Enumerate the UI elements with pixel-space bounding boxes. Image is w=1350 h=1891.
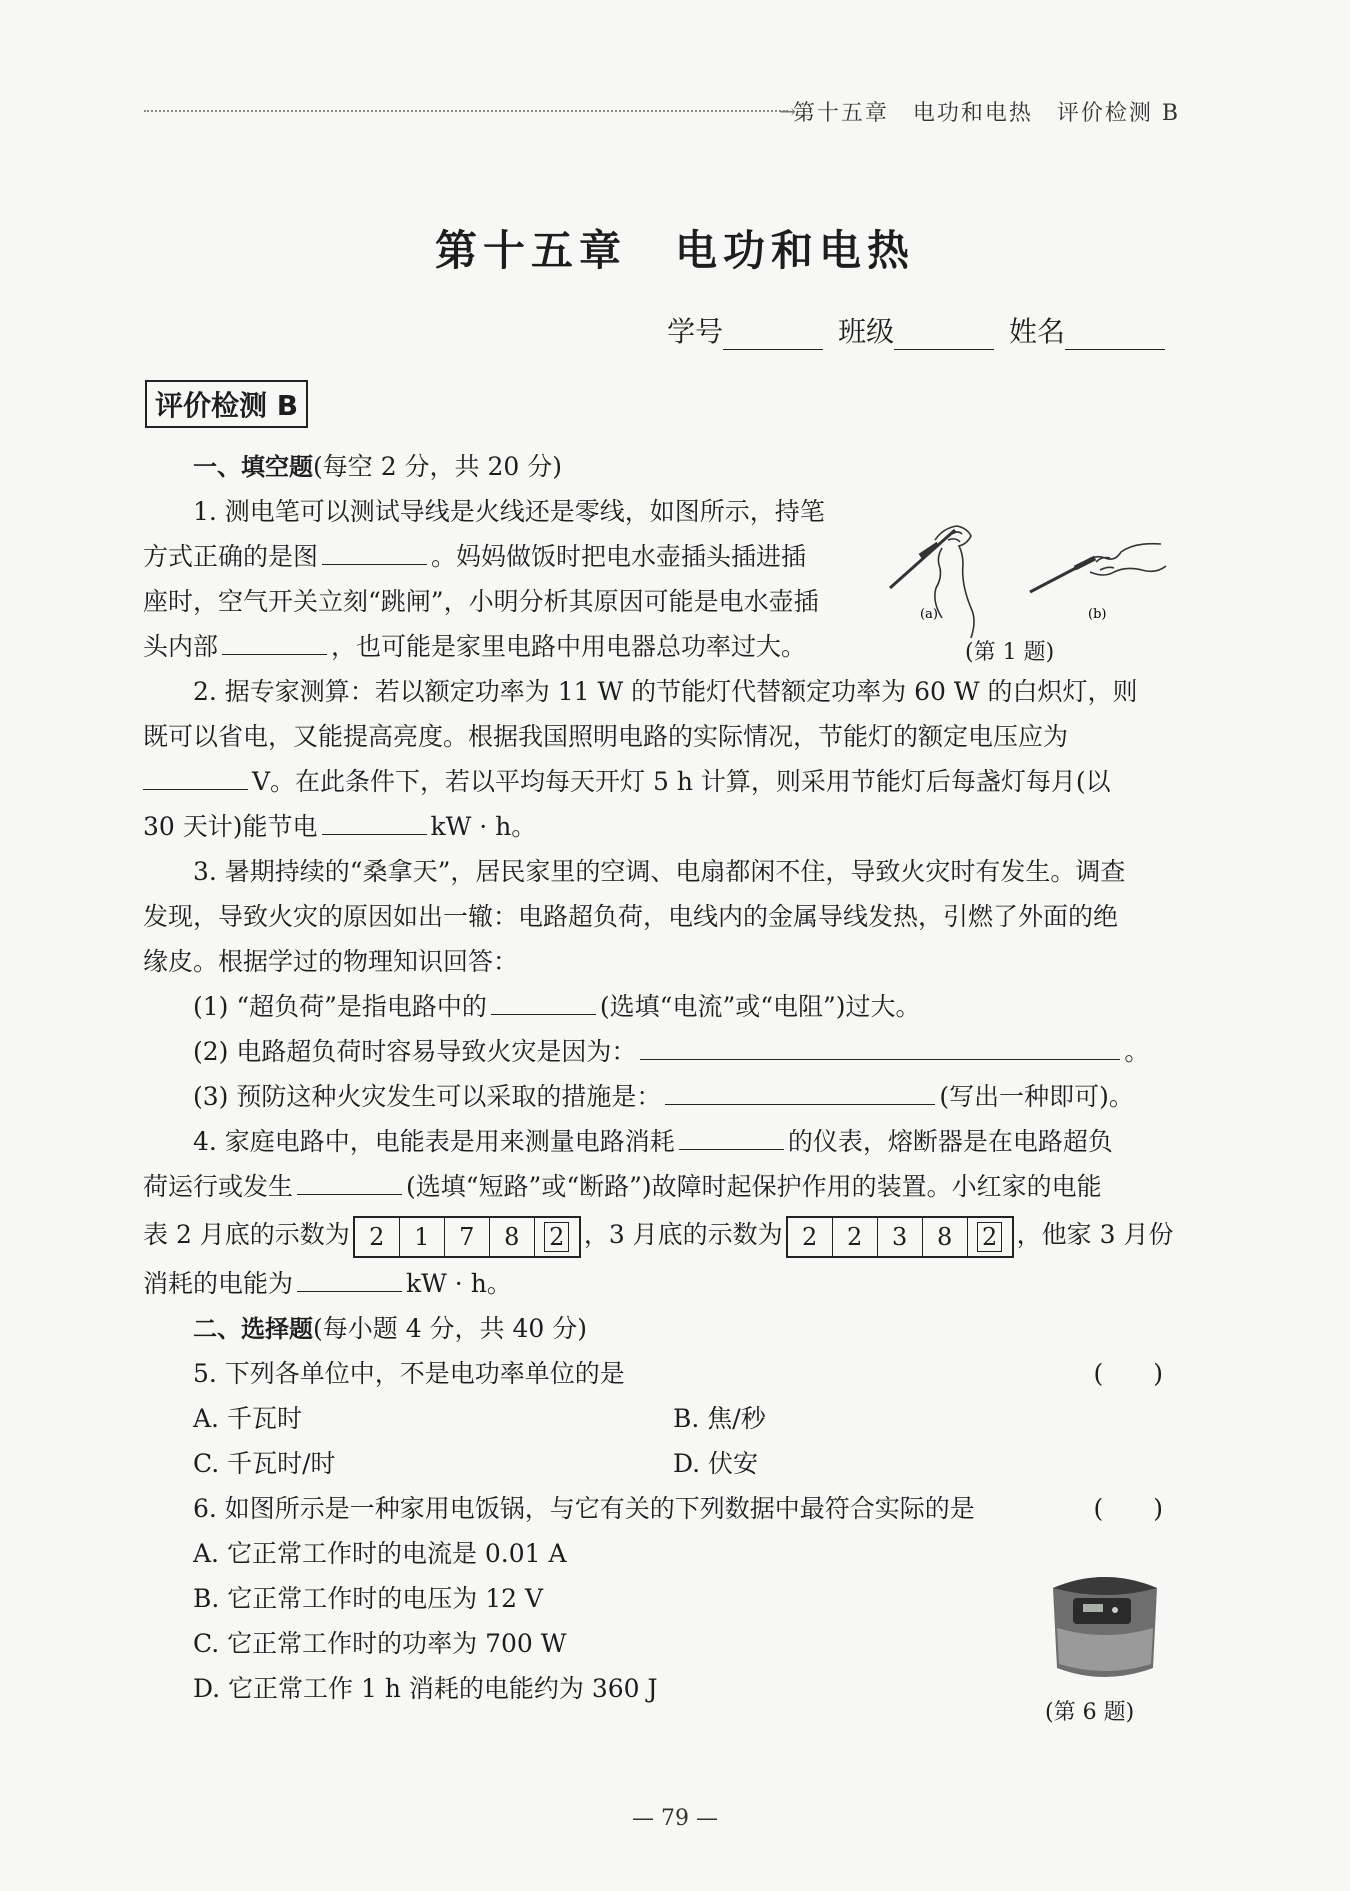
- q2-line3: [143, 759, 1163, 804]
- q3-blank-2[interactable]: [640, 1029, 1120, 1060]
- q5-option-a[interactable]: A. 千瓦时: [193, 1404, 302, 1433]
- q4-blank-1[interactable]: [679, 1119, 784, 1150]
- q4-text-a: 4. 家庭电路中，电能表是用来测量电路消耗: [193, 1127, 675, 1156]
- figure6-caption: (第 6 题): [1045, 1700, 1135, 1725]
- q3-sub3-text-a: (3) 预防这种火灾发生可以采取的措施是：: [193, 1082, 662, 1111]
- q5-stem-line: [143, 1351, 1163, 1396]
- q1-text-b: 。妈妈做饭时把电水壶插头插进插: [431, 542, 807, 571]
- name-blank[interactable]: [1065, 323, 1165, 350]
- q4-blank-2[interactable]: [297, 1164, 402, 1195]
- q6-option-b[interactable]: B. 它正常工作时的电压为 12 V: [193, 1584, 544, 1613]
- q4-text-b: 的仪表，熔断器是在电路超负: [787, 1127, 1113, 1156]
- meter-digit: 7: [445, 1218, 490, 1256]
- q5-answer-paren[interactable]: ( ): [1093, 1359, 1163, 1388]
- meter-digit: 2: [355, 1218, 400, 1256]
- page-number: — 79 —: [632, 1806, 718, 1831]
- meter-digit: 8: [490, 1218, 535, 1256]
- test-pen-hand-b-icon: [1030, 544, 1166, 592]
- q2-blank-2[interactable]: [322, 804, 427, 835]
- q4-line1: [143, 1119, 1163, 1164]
- meter-mar: [786, 1216, 1014, 1258]
- q3-sub3: [143, 1074, 1163, 1119]
- running-header: [144, 96, 1180, 126]
- q5-option-d[interactable]: D. 伏安: [673, 1449, 759, 1478]
- q1-text-c: 头内部: [143, 632, 219, 661]
- meter-decimal-digit: 2: [544, 1222, 569, 1252]
- q3-sub3-text-b: (写出一种即可)。: [939, 1082, 1134, 1111]
- q2-line4: [143, 804, 1163, 849]
- section-title-box: 评价检测 B: [145, 380, 308, 428]
- q6-stem-line: [143, 1486, 1163, 1531]
- q6-option-b-row: [143, 1576, 1163, 1621]
- part1-heading: [143, 444, 1163, 489]
- student-id-label: 学号: [667, 315, 724, 348]
- meter-digit: 2: [833, 1218, 878, 1256]
- meter-digit: 1: [400, 1218, 445, 1256]
- q1-line3: 座时，空气开关立刻“跳闸”，小明分析其原因可能是电水壶插: [143, 587, 819, 616]
- q4-text-e: 表 2 月底的示数为: [143, 1220, 350, 1249]
- q1-text-d: ，也可能是家里电路中用电器总功率过大。: [331, 632, 807, 661]
- figure1-caption: (第 1 题): [965, 640, 1055, 665]
- meter-feb: [353, 1216, 581, 1258]
- meter-decimal-cell: [968, 1218, 1012, 1256]
- chapter-title: 第十五章 电功和电热: [434, 226, 915, 275]
- class-blank[interactable]: [894, 323, 994, 350]
- q5-options-ab: [143, 1396, 1163, 1441]
- q4-text-c: 荷运行或发生: [143, 1172, 294, 1201]
- q3-sub1-text-a: (1) “超负荷”是指电路中的: [193, 992, 487, 1021]
- figure-label-a: (a): [920, 607, 938, 622]
- q4-text-i: kW · h。: [406, 1269, 512, 1298]
- student-id-blank[interactable]: [723, 323, 823, 350]
- q4-line3: [143, 1209, 1174, 1261]
- q6-option-d[interactable]: D. 它正常工作 1 h 消耗的电能约为 360 J: [193, 1674, 658, 1703]
- q6-stem: 6. 如图所示是一种家用电饭锅，与它有关的下列数据中最符合实际的是: [193, 1494, 975, 1523]
- q2-text-b: 30 天计)能节电: [143, 812, 318, 841]
- q3-sub2-text-a: (2) 电路超负荷时容易导致火灾是因为：: [193, 1037, 637, 1066]
- q2-blank-1[interactable]: [143, 759, 248, 790]
- rice-cooker-icon: [1053, 1577, 1157, 1677]
- q2-text-c: kW · h。: [430, 812, 537, 841]
- q4-line4: [143, 1261, 1163, 1306]
- q6-option-a-row: [143, 1531, 1163, 1576]
- q4-text-f: ，3 月底的示数为: [583, 1220, 783, 1249]
- student-info: [661, 310, 1165, 350]
- meter-digit: 2: [788, 1218, 833, 1256]
- q2-line1: 2. 据专家测算：若以额定功率为 11 W 的节能灯代替额定功率为 60 W 的白炽灯，则: [193, 677, 1138, 706]
- q6-option-d-row: [143, 1666, 1163, 1711]
- part2-heading-text: 二、选择题: [193, 1315, 313, 1343]
- arrow-icon: →: [779, 99, 796, 123]
- part1-heading-text: 一、填空题: [193, 453, 313, 481]
- q4-text-d: (选填“短路”或“断路”)故障时起保护作用的装置。小红家的电能: [406, 1172, 1102, 1201]
- q3-line3: 缘皮。根据学过的物理知识回答：: [143, 947, 519, 976]
- q6-option-c[interactable]: C. 它正常工作时的功率为 700 W: [193, 1629, 567, 1658]
- q3-line2: 发现，导致火灾的原因如出一辙：电路超负荷，电线内的金属导线发热，引燃了外面的绝: [143, 902, 1119, 931]
- q5-options-cd: [143, 1441, 1163, 1486]
- q1-blank-1[interactable]: [322, 534, 427, 565]
- running-title: 第十五章 电功和电热 评价检测 B: [792, 101, 1180, 126]
- q6-option-c-row: [143, 1621, 1163, 1666]
- q4-text-h: 消耗的电能为: [143, 1269, 294, 1298]
- meter-decimal-cell: [535, 1218, 579, 1256]
- q1-line1: 1. 测电笔可以测试导线是火线还是零线，如图所示，持笔: [193, 497, 825, 526]
- q1-blank-2[interactable]: [222, 624, 327, 655]
- q6-option-a[interactable]: A. 它正常工作时的电流是 0.01 A: [193, 1539, 567, 1568]
- q5-option-c[interactable]: C. 千瓦时/时: [193, 1449, 336, 1478]
- name-label: 姓名: [1008, 315, 1065, 348]
- q3-line1: 3. 暑期持续的“桑拿天”，居民家里的空调、电扇都闲不住，导致火灾时有发生。调查: [193, 857, 1126, 886]
- part2-heading: [143, 1306, 1163, 1351]
- q4-blank-3[interactable]: [297, 1261, 402, 1292]
- rice-cooker-figure: [1045, 1568, 1165, 1686]
- q4-line2: [143, 1164, 1163, 1209]
- q3-sub1-text-b: (选填“电流”或“电阻”)过大。: [599, 992, 921, 1021]
- q2-line2: 既可以省电，又能提高亮度。根据我国照明电路的实际情况，节能灯的额定电压应为: [143, 722, 1069, 751]
- q6-answer-paren[interactable]: ( ): [1093, 1494, 1163, 1523]
- q1-text-a: 方式正确的是图: [143, 542, 319, 571]
- meter-digit: 8: [923, 1218, 968, 1256]
- q3-blank-1[interactable]: [491, 984, 596, 1015]
- q3-blank-3[interactable]: [665, 1074, 935, 1105]
- q5-option-b[interactable]: B. 焦/秒: [673, 1404, 766, 1433]
- q5-stem: 5. 下列各单位中，不是电功率单位的是: [193, 1359, 625, 1388]
- q3-sub2-text-b: 。: [1124, 1037, 1150, 1066]
- q4-text-g: ，他家 3 月份: [1016, 1220, 1174, 1249]
- q3-sub1: [143, 984, 1163, 1029]
- figure-label-b: (b): [1088, 607, 1107, 622]
- part1-heading-note: (每空 2 分，共 20 分): [313, 452, 563, 481]
- meter-digit: 3: [878, 1218, 923, 1256]
- meter-decimal-digit: 2: [977, 1222, 1002, 1252]
- part2-heading-note: (每小题 4 分，共 40 分): [313, 1314, 588, 1343]
- q3-sub2: [143, 1029, 1163, 1074]
- q2-text-a: V。在此条件下，若以平均每天开灯 5 h 计算，则采用节能灯后每盏灯每月(以: [252, 767, 1111, 796]
- class-label: 班级: [838, 315, 895, 348]
- header-dotted-rule: [144, 110, 788, 112]
